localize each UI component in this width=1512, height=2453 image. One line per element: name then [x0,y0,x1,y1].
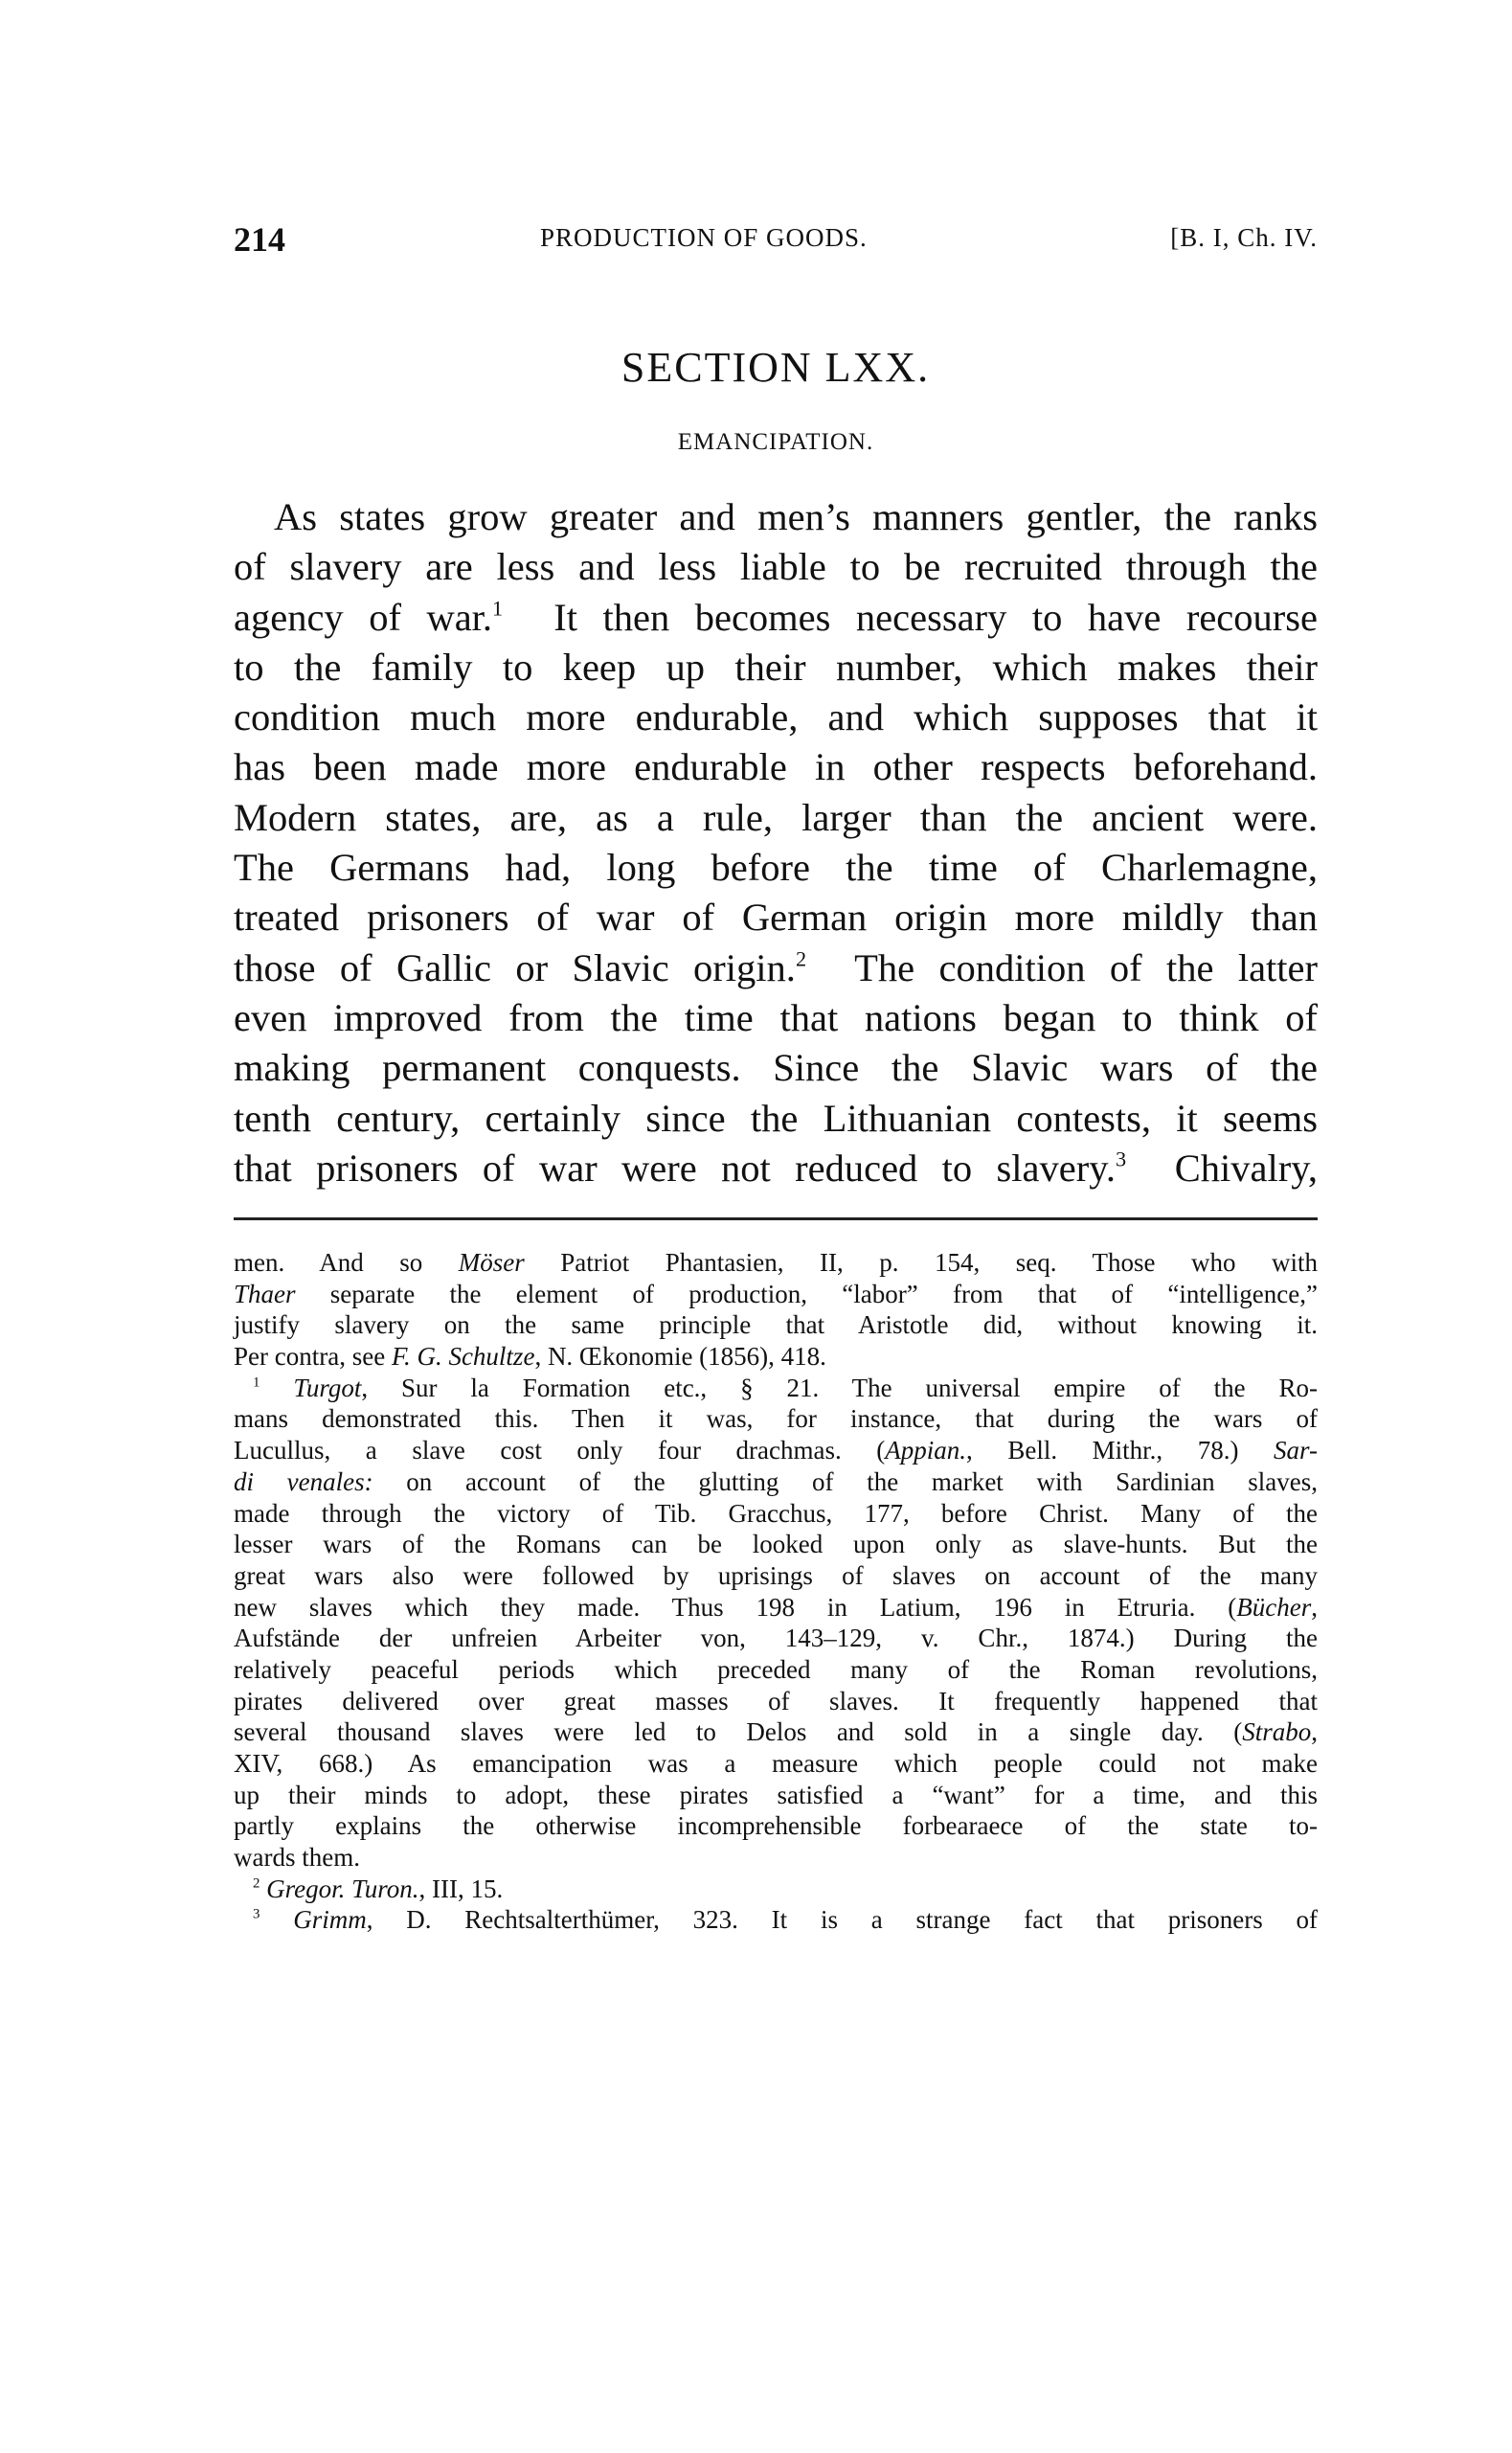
footnote-2: $^2$ Gregor. Turon., III, 15. [253,1874,504,1903]
footnote-line: men. And so Möser Patriot Phantasien, II, p. 154, seq. Those who with [234,1248,1318,1277]
footnote-line: wards them. [234,1843,360,1873]
body-line: that prisoners of war were not reduced to slavery.$^3$ Chivalry, [234,1146,1319,1190]
footnote-line: up their minds to adopt, these pirates satisfied a “want” for a time, and this [234,1780,1318,1809]
footnote-line: XIV, 668.) As emancipation was a measure which people could not make [234,1749,1318,1778]
footnote-number: 2 [253,1875,260,1892]
footnote-1: $^1$ Turgot, Sur la Formation etc., § 21. The universal empire of the Ro- [253,1373,1319,1402]
footnote-line: Thaer separate the element of production, “labor” from that of “intelligence,” [234,1279,1318,1308]
footnote-line: Lucullus, a slave cost only four drachmas. (Appian., Bell. Mithr., 78.) Sar- [234,1436,1319,1465]
footnote-marker[interactable]: 2 [795,946,807,971]
body-paragraph [234,492,1318,1193]
body-line: tenth century, certainly since the Lithuanian contests, it seems [234,1096,1318,1140]
footnotes [234,1247,1318,1936]
footnote-line: several thousand slaves were led to Delos and sold in a single day. (Strabo, [234,1717,1318,1747]
body-line: making permanent conquests. Since the Slavic wars of the [234,1046,1318,1090]
footnote-line: mans demonstrated this. Then it was, for instance, that during the wars of [234,1404,1318,1434]
body-line: to the family to keep up their number, which makes their [234,645,1318,689]
section-heading: SECTION LXX. [621,344,931,391]
body-line: has been made more endurable in other respects beforehand. [234,745,1318,789]
body-line: condition much more endurable, and which supposes that it [234,695,1318,739]
footnote-line: made through the victory of Tib. Gracchus, 177, before Christ. Many of the [234,1498,1318,1528]
footnote-marker[interactable]: 3 [1115,1147,1127,1171]
footnote-line: Per contra, see F. G. Schultze, N. Œkonomie (1856), 418. [234,1342,826,1372]
footnote-line: relatively peaceful periods which preceded many of the Roman revolutions, [234,1654,1318,1684]
body-line: treated prisoners of war of German origin more mildly than [234,896,1318,940]
footnote-line: di venales: on account of the glutting of the market with Sardinian slaves, [234,1466,1319,1496]
body-line: Modern states, are, as a rule, larger than the ancient were. [234,795,1318,839]
footnote-line: great wars also were followed by uprisings of slaves on account of the many [234,1560,1318,1590]
footnote-line: Aufstände der unfreien Arbeiter von, 143–129, v. Chr., 1874.) During the [234,1624,1318,1653]
body-line: of slavery are less and less liable to be recruited through the [234,545,1318,589]
footnote-divider [234,1217,1318,1220]
chapter-reference: [B. I, Ch. IV. [1170,223,1318,252]
body-line: As states grow greater and men’s manners gentler, the ranks [274,495,1318,538]
footnote-3: $^3$ Grimm, D. Rechtsalterthümer, 323. It is a strange fact that prisoners of [253,1905,1319,1935]
section-subheading: EMANCIPATION. [677,429,874,455]
running-head [234,220,1318,261]
running-title: PRODUCTION OF GOODS. [540,223,868,252]
body-line: even improved from the time that nations began to think of [234,995,1318,1039]
footnote-marker[interactable]: 1 [492,596,504,621]
body-line: The Germans had, long before the time of Charlemagne, [234,846,1318,890]
footnote-line: pirates delivered over great masses of slaves. It frequently happened that [234,1686,1318,1715]
footnote-line: lesser wars of the Romans can be looked upon only as slave-hunts. But the [234,1530,1318,1559]
body-line: those of Gallic or Slavic origin.$^2$ The condition of the latter [234,945,1319,989]
body-line: agency of war.$^1$ It then becomes necessary to have recourse [234,595,1318,639]
footnote-number: 3 [253,1907,260,1923]
footnote-number: 1 [253,1374,260,1391]
footnote-line: new slaves which they made. Thus 198 in Latium, 196 in Etruria. (Bücher, [234,1592,1318,1622]
page-number: 214 [234,220,285,259]
footnote-line: partly explains the otherwise incomprehensible forbearaece of the state to- [234,1811,1318,1841]
footnote-line: justify slavery on the same principle that Aristotle did, without knowing it. [234,1310,1318,1340]
